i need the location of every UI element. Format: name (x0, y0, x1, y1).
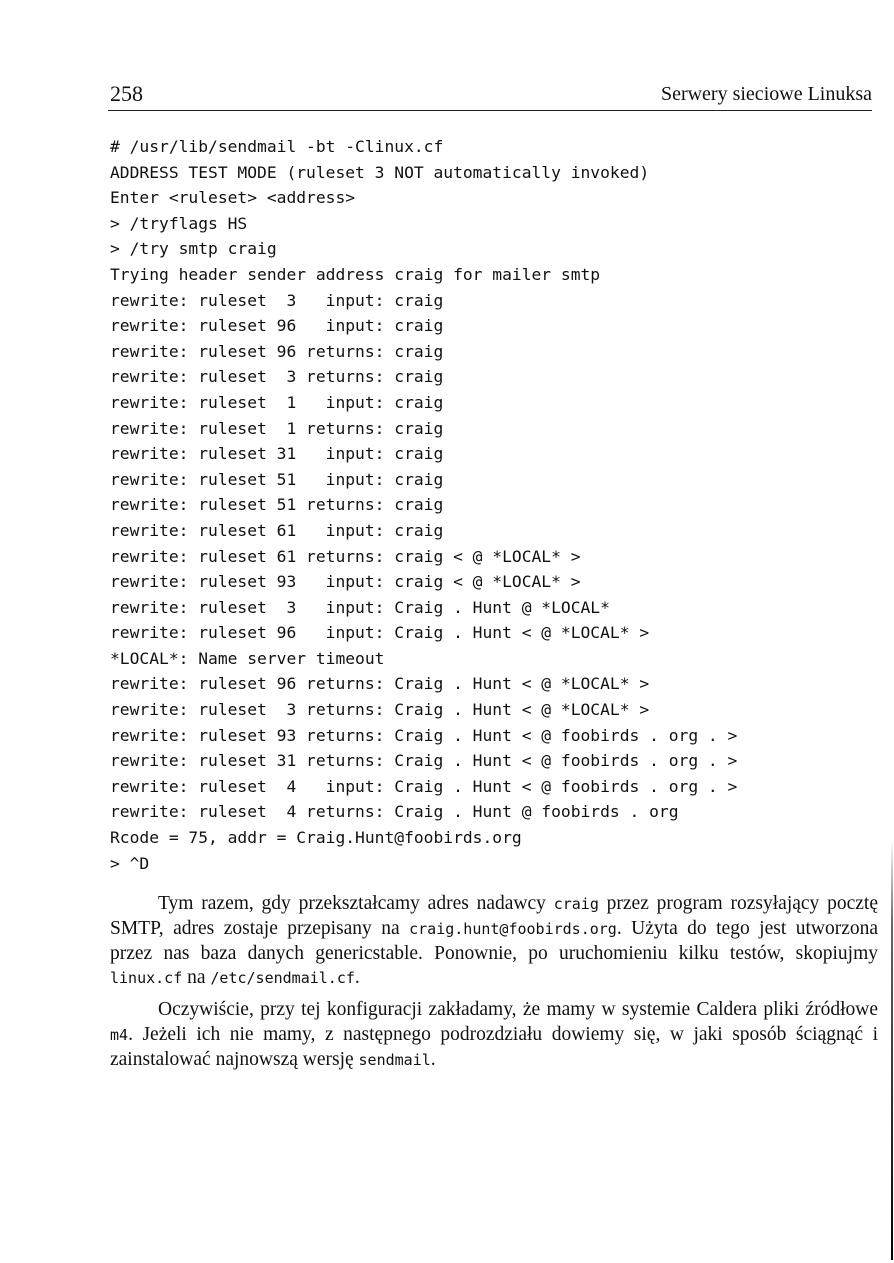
text-run: Oczywiście, przy tej konfiguracji zakładamy, że mamy w systemie Caldera pliki źródłowe (158, 999, 878, 1021)
paragraph-m4-files (110, 998, 878, 1072)
text-run: przez program rozsyłający pocztę SMTP, adres zostaje przepisany na (110, 893, 878, 939)
terminal-line: # /usr/lib/sendmail -bt -Clinux.cf (110, 137, 444, 156)
body-text (110, 892, 878, 1080)
terminal-line: rewrite: ruleset 3 input: craig (110, 290, 444, 310)
terminal-line: rewrite: ruleset 96 input: Craig . Hunt < @ *LOCAL* > (110, 623, 650, 643)
terminal-listing (110, 134, 850, 876)
text-run: . (430, 1048, 436, 1070)
terminal-line: rewrite: ruleset 93 returns: Craig . Hunt < @ foobirds . org . > (110, 725, 738, 745)
text-run: Tym razem, gdy przekształcamy adres nadawcy (158, 893, 554, 914)
terminal-line: rewrite: ruleset 4 input: Craig . Hunt < @ foobirds . org . > (110, 776, 738, 796)
inline-code: craig.hunt@foobirds.org (409, 919, 617, 938)
terminal-line: rewrite: ruleset 31 input: craig (110, 444, 444, 464)
terminal-line: rewrite: ruleset 3 returns: craig (110, 367, 444, 387)
terminal-line: rewrite: ruleset 4 returns: Craig . Hunt @ foobirds . org (110, 802, 679, 822)
inline-code: /etc/sendmail.cf (210, 969, 355, 988)
page-header (108, 80, 872, 111)
terminal-line: Rcode = 75, addr = Craig.Hunt@foobirds.org (110, 828, 522, 848)
text-run: . (354, 967, 360, 989)
inline-code: craig (553, 895, 599, 913)
terminal-line: rewrite: ruleset 51 returns: craig (110, 495, 444, 515)
terminal-line: rewrite: ruleset 1 returns: craig (110, 418, 444, 438)
terminal-line: rewrite: ruleset 61 input: craig (110, 520, 444, 540)
terminal-line: rewrite: ruleset 3 input: Craig . Hunt @ *LOCAL* (110, 597, 610, 617)
terminal-line: rewrite: ruleset 93 input: craig < @ *LOCAL* > (110, 572, 581, 592)
inline-code: m4 (110, 1025, 129, 1044)
terminal-line: rewrite: ruleset 3 returns: Craig . Hunt < @ *LOCAL* > (110, 700, 650, 720)
terminal-line: rewrite: ruleset 51 input: craig (110, 469, 444, 489)
text-run: na (182, 967, 211, 989)
terminal-line: rewrite: ruleset 61 returns: craig < @ *LOCAL* > (110, 546, 581, 566)
terminal-line: Trying header sender address craig for mailer smtp (110, 264, 601, 284)
terminal-line: Enter <ruleset> <address> (110, 188, 356, 208)
inline-code: sendmail (358, 1050, 431, 1069)
terminal-line: rewrite: ruleset 31 returns: Craig . Hunt < @ foobirds . org . > (110, 751, 738, 771)
terminal-line: *LOCAL*: Name server timeout (110, 648, 385, 668)
page-number: 258 (110, 81, 143, 106)
terminal-line: > ^D (110, 853, 150, 873)
terminal-line: > /try smtp craig (110, 239, 277, 259)
terminal-line: rewrite: ruleset 96 input: craig (110, 316, 444, 336)
scan-edge-shadow (891, 840, 893, 1260)
inline-code: linux.cf (110, 969, 183, 988)
terminal-line: rewrite: ruleset 96 returns: Craig . Hunt < @ *LOCAL* > (110, 674, 650, 694)
text-run: . Użyta do tego jest utworzona przez nas baza danych genericstable. Ponownie, po uruchomieniu kilku testów, skopiujmy (110, 917, 879, 964)
running-title: Serwery sieciowe Linuksa (660, 83, 872, 105)
terminal-line: > /tryflags HS (110, 213, 248, 233)
terminal-line: rewrite: ruleset 96 returns: craig (110, 341, 444, 361)
terminal-line: rewrite: ruleset 1 input: craig (110, 392, 444, 412)
terminal-line: ADDRESS TEST MODE (ruleset 3 NOT automatically invoked) (110, 162, 650, 182)
paragraph-genericstable (110, 892, 878, 991)
text-run: . Jeżeli ich nie mamy, z następnego podrozdziału dowiemy się, w jaki sposób ściągnąć i zainstalować najnowszą wersję (110, 1023, 878, 1070)
